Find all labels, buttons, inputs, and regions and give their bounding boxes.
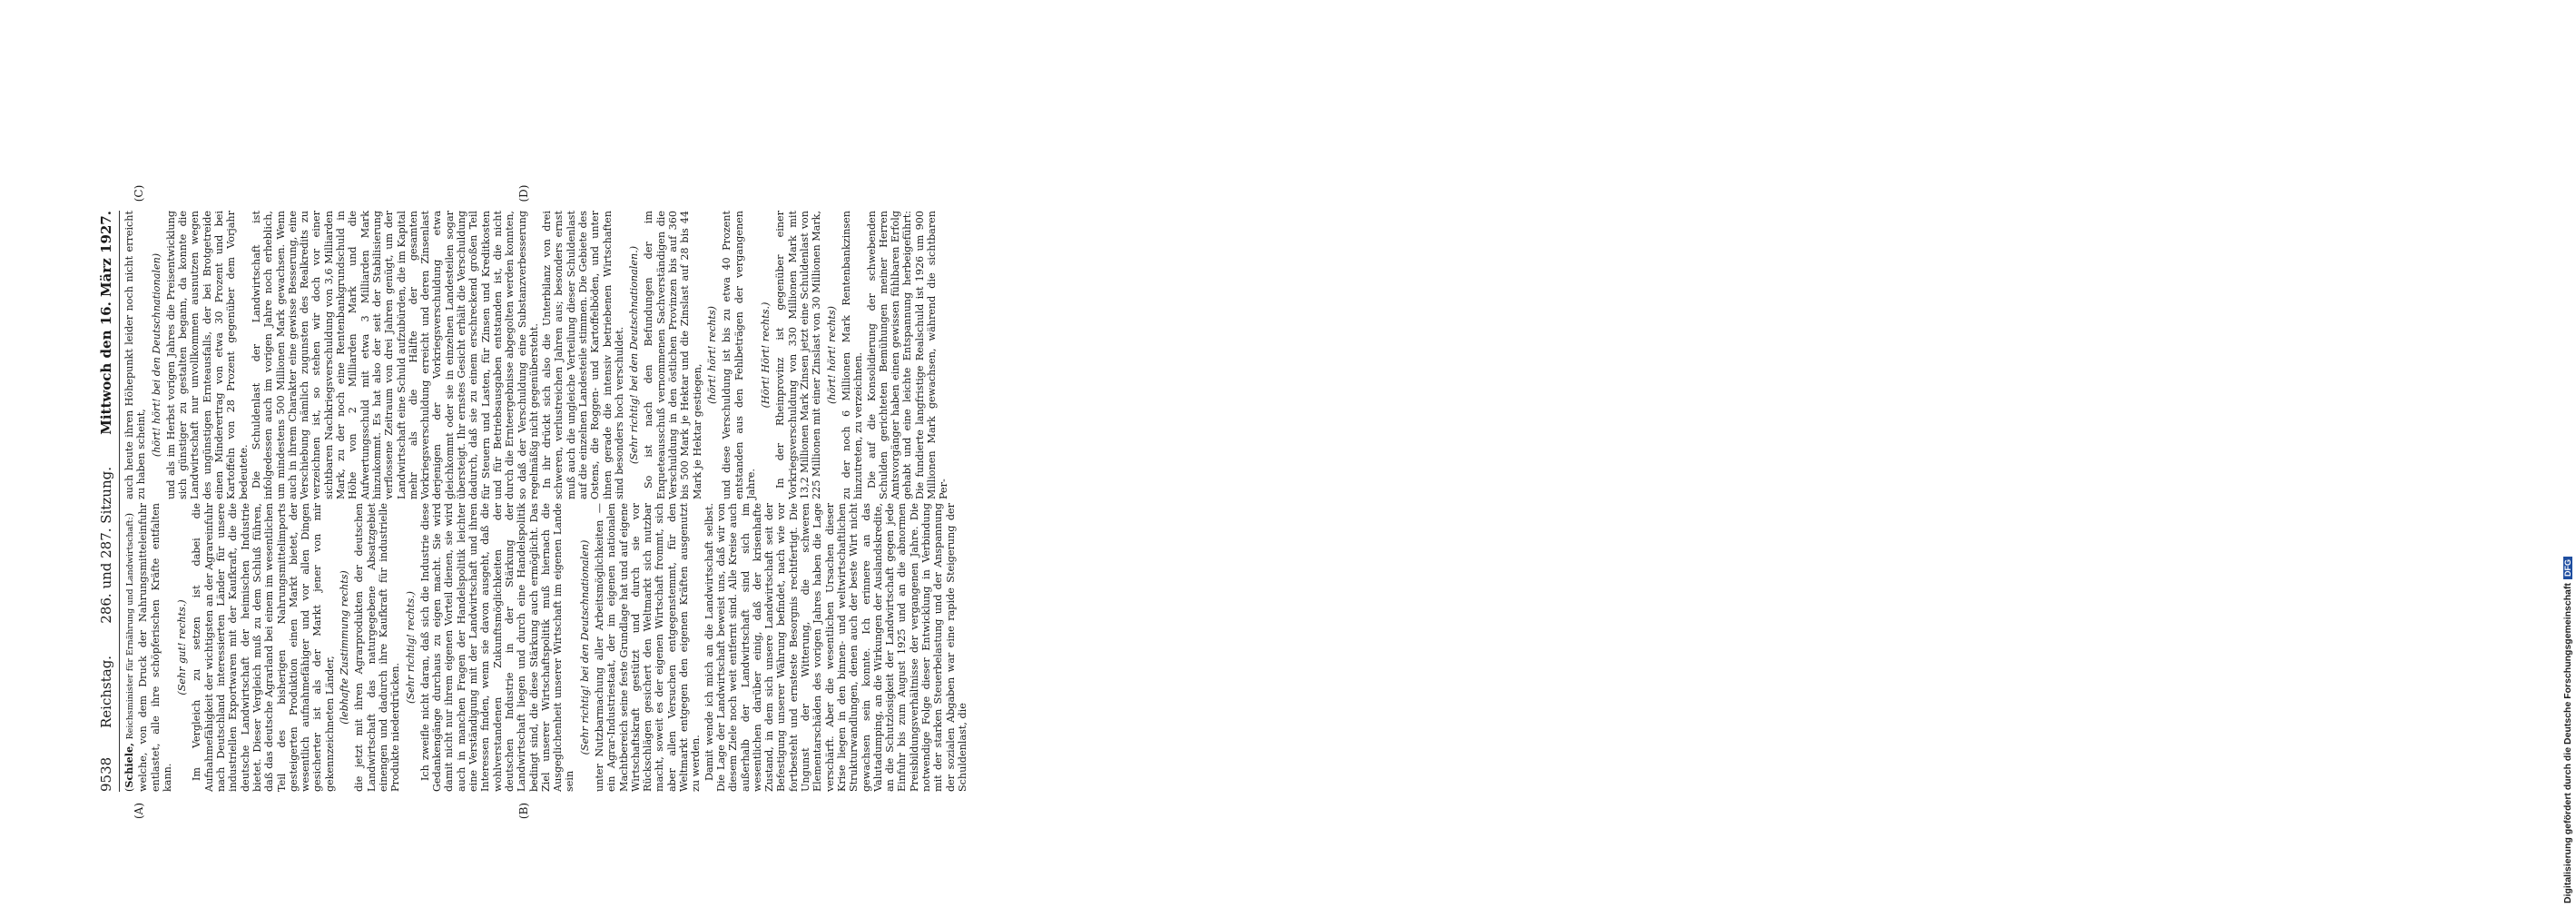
speaker-role: Reichsminister für Ernährung und Landwirtschaft: <box>125 517 135 740</box>
digitization-text-row <box>2560 0 2576 903</box>
speaker-line: (Schiele, Reichsminister für Ernährung und Landwirtschaft:) <box>123 512 135 792</box>
header-text <box>98 211 114 737</box>
paragraph: unter Nutzbarmachung aller Arbeitsmöglichkeiten — ein Agrar-Industriestaat, der im eigenen nationalen Machtbereich seine feste Grundlage hat und auf eigene Wirtschaftskraft gestützt und durch sie vor Rückschlägen gesichert den Weltmarkt sich nutzbar macht, soweit es der eigenen Wirtschaft frommt, sich aber allen Versuchen entgegenstemmt, für den Weltmarkt entgegen den eigenen Kräften ausgenutzt zu werden. <box>593 503 703 792</box>
interjection: (Sehr richtig! rechts.) <box>404 590 417 705</box>
digitization-note <box>1274 0 2573 908</box>
paragraph: und als im Herbst vorigen Jahres die Preisentwicklung sich günstiger zu gestalten begann, da konnte die Landwirtschaft nur unvollkommen ausnutzen wegen des ungünstigen Ernteausfalls, der bei Brotgetreide einen Minderertrag von etwa 30 Prozent und bei Kartoffeln von 28 Prozent gegenüber dem Vorjahr bedeutete. <box>164 211 250 499</box>
paragraph: zu der noch 6 Millionen Mark Rentenbankzinsen hinzutreten, zu verzeichnen. <box>840 211 865 499</box>
header-left: Reichstag. <box>98 655 114 728</box>
interjection: (Sehr gut! rechts.) <box>176 599 189 696</box>
interjection: (Sehr richtig! bei den Deutschnationalen.) <box>628 245 641 465</box>
right-column <box>123 210 950 499</box>
paragraph: und diese Verschuldung ist bis zu etwa 40 Prozent entstanden aus den Fehlbeträgen der vergangenen Jahre. <box>721 211 757 499</box>
margin-marker-a: (A) <box>133 802 145 820</box>
margin-marker-d: (D) <box>517 184 530 202</box>
dfg-logo: DFG <box>2563 557 2572 579</box>
paragraph: In ihr drückt sich also die Unterbilanz von drei schweren, verlustreichen Jahren aus; besonders ernst muß auch die ungleiche Verteilung dieser Schuldenlast auf die einzelnen Landesteile stimmen. Die Gebiete des Ostens, die Roggen- und Kartoffelböden, und unter ihnen gerade die intensiv betriebenen Wirtschaften sind besonders hoch verschuldet. <box>541 211 625 499</box>
paragraph: die jetzt mit ihren Agrarprodukten der deutschen Landwirtschaft das naturgegebene Absatzgebiet einengen und dadurch ihre Kaufkraft für industrielle Produkte niederdrücken. <box>353 503 402 792</box>
interjection: (hört! hört! bei den Deutschnationalen) <box>150 252 162 458</box>
margin-marker-c: (C) <box>133 184 145 202</box>
header-session: 286. und 287. Sitzung. <box>98 466 114 624</box>
paragraph: Damit wende ich mich an die Landwirtschaft selbst. Die Lage der Landwirtschaft beweist uns, daß wir von diesem Ziele noch weit entfernt sind. Alle Kreise auch außerhalb der Landwirtschaft sind sich im wesentlichen darüber einig, daß der krisenhafte Zustand, in dem sich unsere Landwirtschaft seit der Befestigung unserer Währung befindet, nach wie vor fortbesteht und ernsteste Besorgnis rechtfertigt. Die Ungunst der Witterung, die schweren Elementarschäden des vorigen Jahres haben die Lage verschärft. Aber die wesentlichen Ursachen dieser Krise liegen in den binnen- und weltwirtschaftlichen Strukturwandlungen, denen auch der beste Wirt nicht gewachsen sein konnte. Ich erinnere an das Valutadumping, an die Wirkungen der Auslandskredite, an die Schutzlosigkeit der Landwirtschaft gegen jede Einfuhr bis zum August 1925 und an die abnormen Preisbildungsverhältnisse der vergangenen Jahre. Die notwendige Folge dieser Entwicklung in Verbindung mit der starken Steuerbelastung und der Anspannung der sozialen Abgaben war eine rapide Steigerung der Schuldenlast, die <box>703 503 968 792</box>
interjection: (lebhafte Zustimmung rechts) <box>339 570 351 725</box>
interjection: (Hört! Hört! rechts.) <box>760 301 772 409</box>
paragraph: In der Rheinprovinz ist gegenüber einer Vorkriegsverschuldung von 330 Millionen Mark mit 13,2 Millionen Mark Zinsen jetzt eine Schuldenlast von 225 Millionen mit einer Zinslast von 30 Millionen Mark, <box>774 210 823 499</box>
paragraph: Die Schuldenlast der Landwirtschaft ist infolgedessen auch im vorigen Jahre noch erheblich, um mindestens 500 Millionen Mark gewachsen. Wenn auch in ihrem Charakter eine gewisse Besserung, eine Verschiebung nämlich zugunsten des Realkredits zu verzeichnen ist, so stehen wir doch vor einer sichtbaren Nachkriegsverschuldung von 3,6 Milliarden Mark, zu der noch eine Rentenbankgrundschuld in Höhe von 2 Milliarden Mark und die Aufwertungsschuld mit etwa 3 Milliarden Mark hinzukommt. Es hat also der seit der Stabilisierung verflossene Zeitraum von drei Jahren genügt, um der Landwirtschaft eine Schuld aufzubürden, die im Kapital mehr als die Hälfte der gesamten Vorkriegsverschuldung erreicht und deren Zinsenlast derjenigen der Vorkriegsverschuldung etwa gleichkommt oder sie in einzelnen Landesteilen sogar übersteigt. Ihr ernstes Gesicht erhält die Verschuldung dadurch, daß sie zu einem erschreckend großen Teil für Steuern und Lasten, für Zinsen und Kreditkosten und für Betriebsausgaben entstanden ist, die nicht durch die Ernteergebnisse abgegolten werden konnten, so daß der Verschuldung eine Substanzverbesserung regelmäßig nicht gegenübersteht. <box>250 211 540 499</box>
paragraph: Die auf die Konsolidierung der schwebenden Schulden gerichteten Bemühungen meiner Herren Amtsvorgänger haben einen gewissen fühlbaren Erfolg gehabt und eine leichte Entspannung herbeigeführt: Die fundierte langfristige Realschuld ist 1926 um 900 Millionen Mark gewachsen, während die sichtbaren Per- <box>865 211 950 499</box>
margin-marker-b: (B) <box>517 802 530 820</box>
header-rule <box>119 211 120 792</box>
speaker-name: Schiele, <box>123 742 135 788</box>
running-header <box>98 211 118 792</box>
paragraph: So ist nach den Befundungen der im Enqueteausschuß vernommenen Sachverständigen die Verschuldung in den östlichen Provinzen bis auf 360 bis 500 Mark je Hektar und die Zinslast auf 28 bis 44 Mark je Hektar gestiegen, <box>643 211 703 499</box>
interjection: (hört! hört! rechts) <box>825 305 838 405</box>
interjection: (hört! hört! rechts) <box>705 305 718 405</box>
left-column <box>123 503 968 792</box>
paragraph: Ich zweifle nicht daran, daß sich die Industrie diese Gedankengänge durchaus zu eigen macht. Sie wird damit nicht nur ihrem eigenen Vorteil dienen, sie wird auch in manchen Fragen der Handelspolitik leichter eine Verständigung mit der Landwirtschaft und ihren Interessen finden, wenn sie davon ausgeht, daß die wohlverstandenen Zukunftsmöglichkeiten der deutschen Industrie in der Stärkung der Landwirtschaft liegen und durch eine Handelspolitik bedingt sind, die diese Stärkung auch ermöglicht. Das Ziel unserer Wirtschaftspolitik muß hiernach die Ausgeglichenheit unserer Wirtschaft im eigenen Lande sein <box>418 503 576 792</box>
page-number: 9538 <box>98 756 114 792</box>
header-date: Mittwoch den 16. März 1927. <box>98 211 114 435</box>
paragraph: welche, von dem Druck der Nahrungsmitteleinfuhr entlastet, alle ihre schöpferischen Kräfte entfalten kann. <box>137 503 173 792</box>
interjection: (Sehr richtig! bei den Deutschnationalen) <box>578 539 591 755</box>
digitization-text: Digitalisierung gefördert durch die Deutsche Forschungsgemeinschaft <box>2562 583 2573 903</box>
paragraph: Im Vergleich zu setzen ist dabei die Aufnahmefähigkeit der wichtigsten an der Agrareinfuhr nach Deutschland interessierten Länder für unsere industriellen Exportwaren mit der Kaufkraft, die die deutsche Landwirtschaft der heimischen Industrie bietet. Dieser Vergleich muß zu dem Schluß führen, daß das deutsche Agrarland bei einem im wesentlichen Teil des bisherigen Nahrungsmittelimports gesteigerten Produktion einen Markt bietet, der wesentlich aufnahmefähiger und vor allen Dingen gesicherter ist als der Markt jener von mir gekennzeichneten Länder, <box>191 503 336 792</box>
paragraph: auch heute ihren Höhepunkt leider noch nicht erreicht zu haben scheint, <box>123 211 148 499</box>
